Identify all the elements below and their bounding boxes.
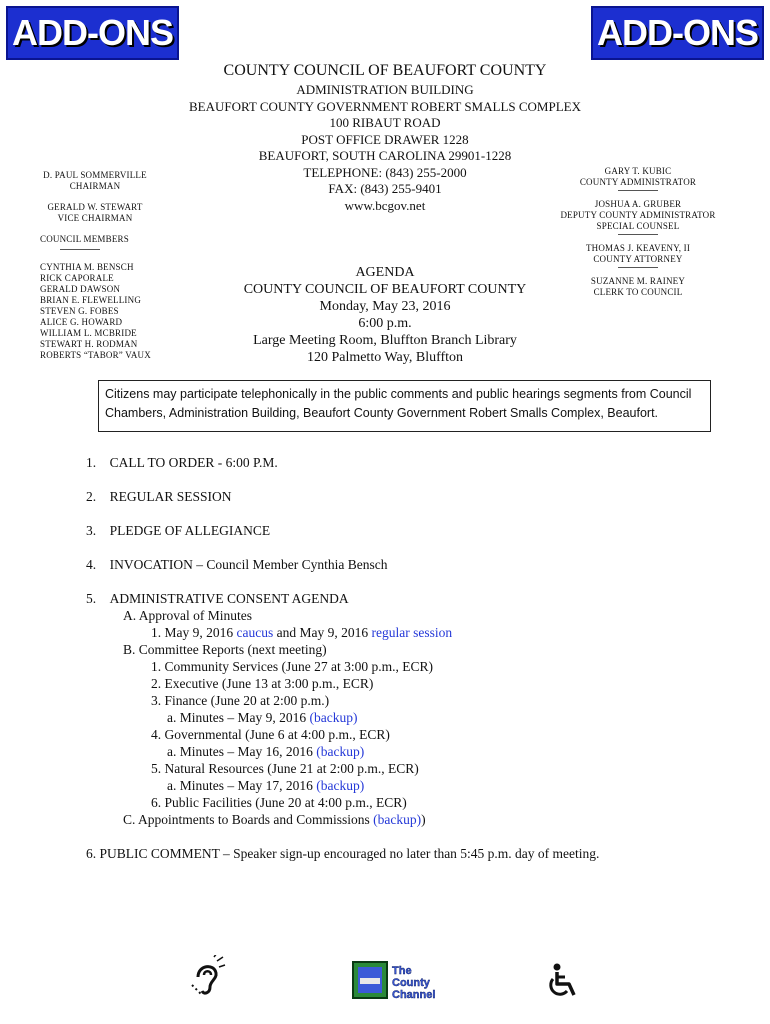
item-invocation: 4. INVOCATION – Council Member Cynthia Bensch: [86, 557, 388, 572]
letterhead-line: BEAUFORT, SOUTH CAROLINA 29901-1228: [258, 148, 512, 163]
committee-natural-resources: 5. Natural Resources (June 21 at 2:00 p.m., ECR): [151, 761, 419, 776]
agenda-date: Monday, May 23, 2016: [319, 299, 451, 314]
agenda-address: 120 Palmetto Way, Bluffton: [306, 350, 464, 365]
council-member: STEWART H. RODMAN: [40, 339, 138, 349]
council-member: WILLIAM L. MCBRIDE: [40, 328, 137, 338]
subitem-appointments: [123, 811, 726, 828]
backup-link[interactable]: (backup): [316, 744, 365, 759]
vice-chairman-name: GERALD W. STEWART: [47, 202, 143, 212]
hearing-assistance-icon: [190, 955, 226, 999]
council-member: GERALD DAWSON: [40, 284, 121, 294]
closing-paren: ): [421, 812, 426, 827]
agenda-heading: AGENDA: [355, 265, 415, 280]
agenda-block: [210, 264, 560, 366]
committee-community-services: 1. Community Services (June 27 at 3:00 p.m., ECR): [151, 659, 433, 674]
divider: [618, 190, 658, 191]
clerk-name: SUZANNE M. RAINEY: [590, 276, 686, 286]
clerk-title: CLERK TO COUNCIL: [593, 287, 683, 297]
addons-banner-right: ADD-ONS: [591, 6, 764, 60]
agenda-items: [86, 454, 726, 862]
governmental-minutes: [167, 743, 726, 760]
deputy-name: JOSHUA A. GRUBER: [594, 199, 682, 209]
administrator-name: GARY T. KUBIC: [604, 166, 672, 176]
council-roster: [40, 170, 180, 361]
vice-chairman-title: VICE CHAIRMAN: [57, 213, 133, 223]
deputy-title-2: SPECIAL COUNSEL: [596, 221, 680, 231]
committee-public-facilities: 6. Public Facilities (June 20 at 4:00 p.m., ECR): [151, 795, 407, 810]
subitem-approval-minutes: A. Approval of Minutes: [123, 608, 252, 623]
letterhead: [160, 62, 610, 214]
caucus-link[interactable]: caucus: [236, 625, 274, 640]
divider: [60, 249, 100, 250]
letterhead-line: 100 RIBAUT ROAD: [329, 115, 441, 130]
wheelchair-accessible-icon: [545, 962, 581, 1000]
regular-session-link[interactable]: regular session: [371, 625, 453, 640]
council-member: BRIAN E. FLEWELLING: [40, 295, 142, 305]
agenda-place: Large Meeting Room, Bluffton Branch Library: [253, 333, 517, 348]
backup-link[interactable]: (backup): [316, 778, 365, 793]
backup-link[interactable]: (backup): [309, 710, 358, 725]
svg-text:Channel: Channel: [392, 989, 436, 1001]
letterhead-title: COUNTY COUNCIL OF BEAUFORT COUNTY: [223, 62, 547, 79]
letterhead-line: POST OFFICE DRAWER 1228: [301, 131, 469, 147]
subitem-committee-reports: B. Committee Reports (next meeting): [123, 642, 327, 657]
attorney-name: THOMAS J. KEAVENY, II: [585, 243, 691, 253]
county-channel-logo: [352, 960, 442, 1002]
council-member: RICK CAPORALE: [40, 273, 114, 283]
council-member: ROBERTS “TABOR” VAUX: [40, 350, 151, 360]
svg-text:County: County: [392, 977, 430, 989]
svg-text:The: The: [392, 965, 412, 977]
natural-resources-minutes: [167, 777, 726, 794]
item-public-comment: 6. PUBLIC COMMENT – Speaker sign-up encouraged no later than 5:45 p.m. day of meeting.: [86, 846, 600, 861]
divider: [618, 234, 658, 235]
council-members-heading: COUNCIL MEMBERS: [40, 234, 129, 244]
committee-finance: 3. Finance (June 20 at 2:00 p.m.): [151, 693, 330, 708]
minutes-text: and May 9, 2016: [273, 625, 372, 640]
council-member: STEVEN G. FOBES: [40, 306, 119, 316]
staff-roster: [556, 166, 720, 298]
agenda-body: COUNTY COUNCIL OF BEAUFORT COUNTY: [243, 282, 527, 297]
letterhead-line: TELEPHONE: (843) 255-2000: [303, 164, 467, 180]
attorney-title: COUNTY ATTORNEY: [593, 254, 683, 264]
committee-governmental: 4. Governmental (June 6 at 4:00 p.m., ECR): [151, 727, 390, 742]
minutes-text: a. Minutes – May 9, 2016: [167, 710, 310, 725]
deputy-title: DEPUTY COUNTY ADMINISTRATOR: [560, 210, 716, 220]
chairman-name: D. PAUL SOMMERVILLE: [43, 170, 147, 180]
telephonic-notice: Citizens may participate telephonically in the public comments and public hearings segments from Council Chambers, Administration Building, Beaufort County Government Robert Smalls Complex, Beaufort.: [98, 380, 711, 432]
minutes-text: 1. May 9, 2016: [151, 625, 237, 640]
letterhead-line: FAX: (843) 255-9401: [328, 181, 442, 196]
backup-link[interactable]: (backup): [373, 812, 422, 827]
administrator-title: COUNTY ADMINISTRATOR: [579, 177, 697, 187]
appointments-text: C. Appointments to Boards and Commissions: [123, 812, 374, 827]
subitem-minutes-may9: [151, 624, 726, 641]
chairman-title: CHAIRMAN: [69, 181, 121, 191]
council-member: CYNTHIA M. BENSCH: [40, 262, 134, 272]
agenda-time: 6:00 p.m.: [358, 316, 412, 331]
divider: [618, 267, 658, 268]
council-member: ALICE G. HOWARD: [40, 317, 123, 327]
minutes-text: a. Minutes – May 17, 2016: [167, 778, 317, 793]
finance-minutes: [167, 709, 726, 726]
minutes-text: a. Minutes – May 16, 2016: [167, 744, 317, 759]
committee-executive: 2. Executive (June 13 at 3:00 p.m., ECR): [151, 676, 374, 691]
addons-banner-left: ADD-ONS: [6, 6, 179, 60]
item-call-to-order: 1. CALL TO ORDER - 6:00 P.M.: [86, 455, 278, 470]
item-regular-session: 2. REGULAR SESSION: [86, 489, 232, 504]
letterhead-line: ADMINISTRATION BUILDING: [296, 82, 474, 97]
website-link[interactable]: www.bcgov.net: [344, 197, 426, 213]
item-consent-agenda: 5. ADMINISTRATIVE CONSENT AGENDA: [86, 591, 349, 606]
letterhead-line: BEAUFORT COUNTY GOVERNMENT ROBERT SMALLS COMPLEX: [189, 98, 581, 114]
item-pledge: 3. PLEDGE OF ALLEGIANCE: [86, 523, 271, 538]
